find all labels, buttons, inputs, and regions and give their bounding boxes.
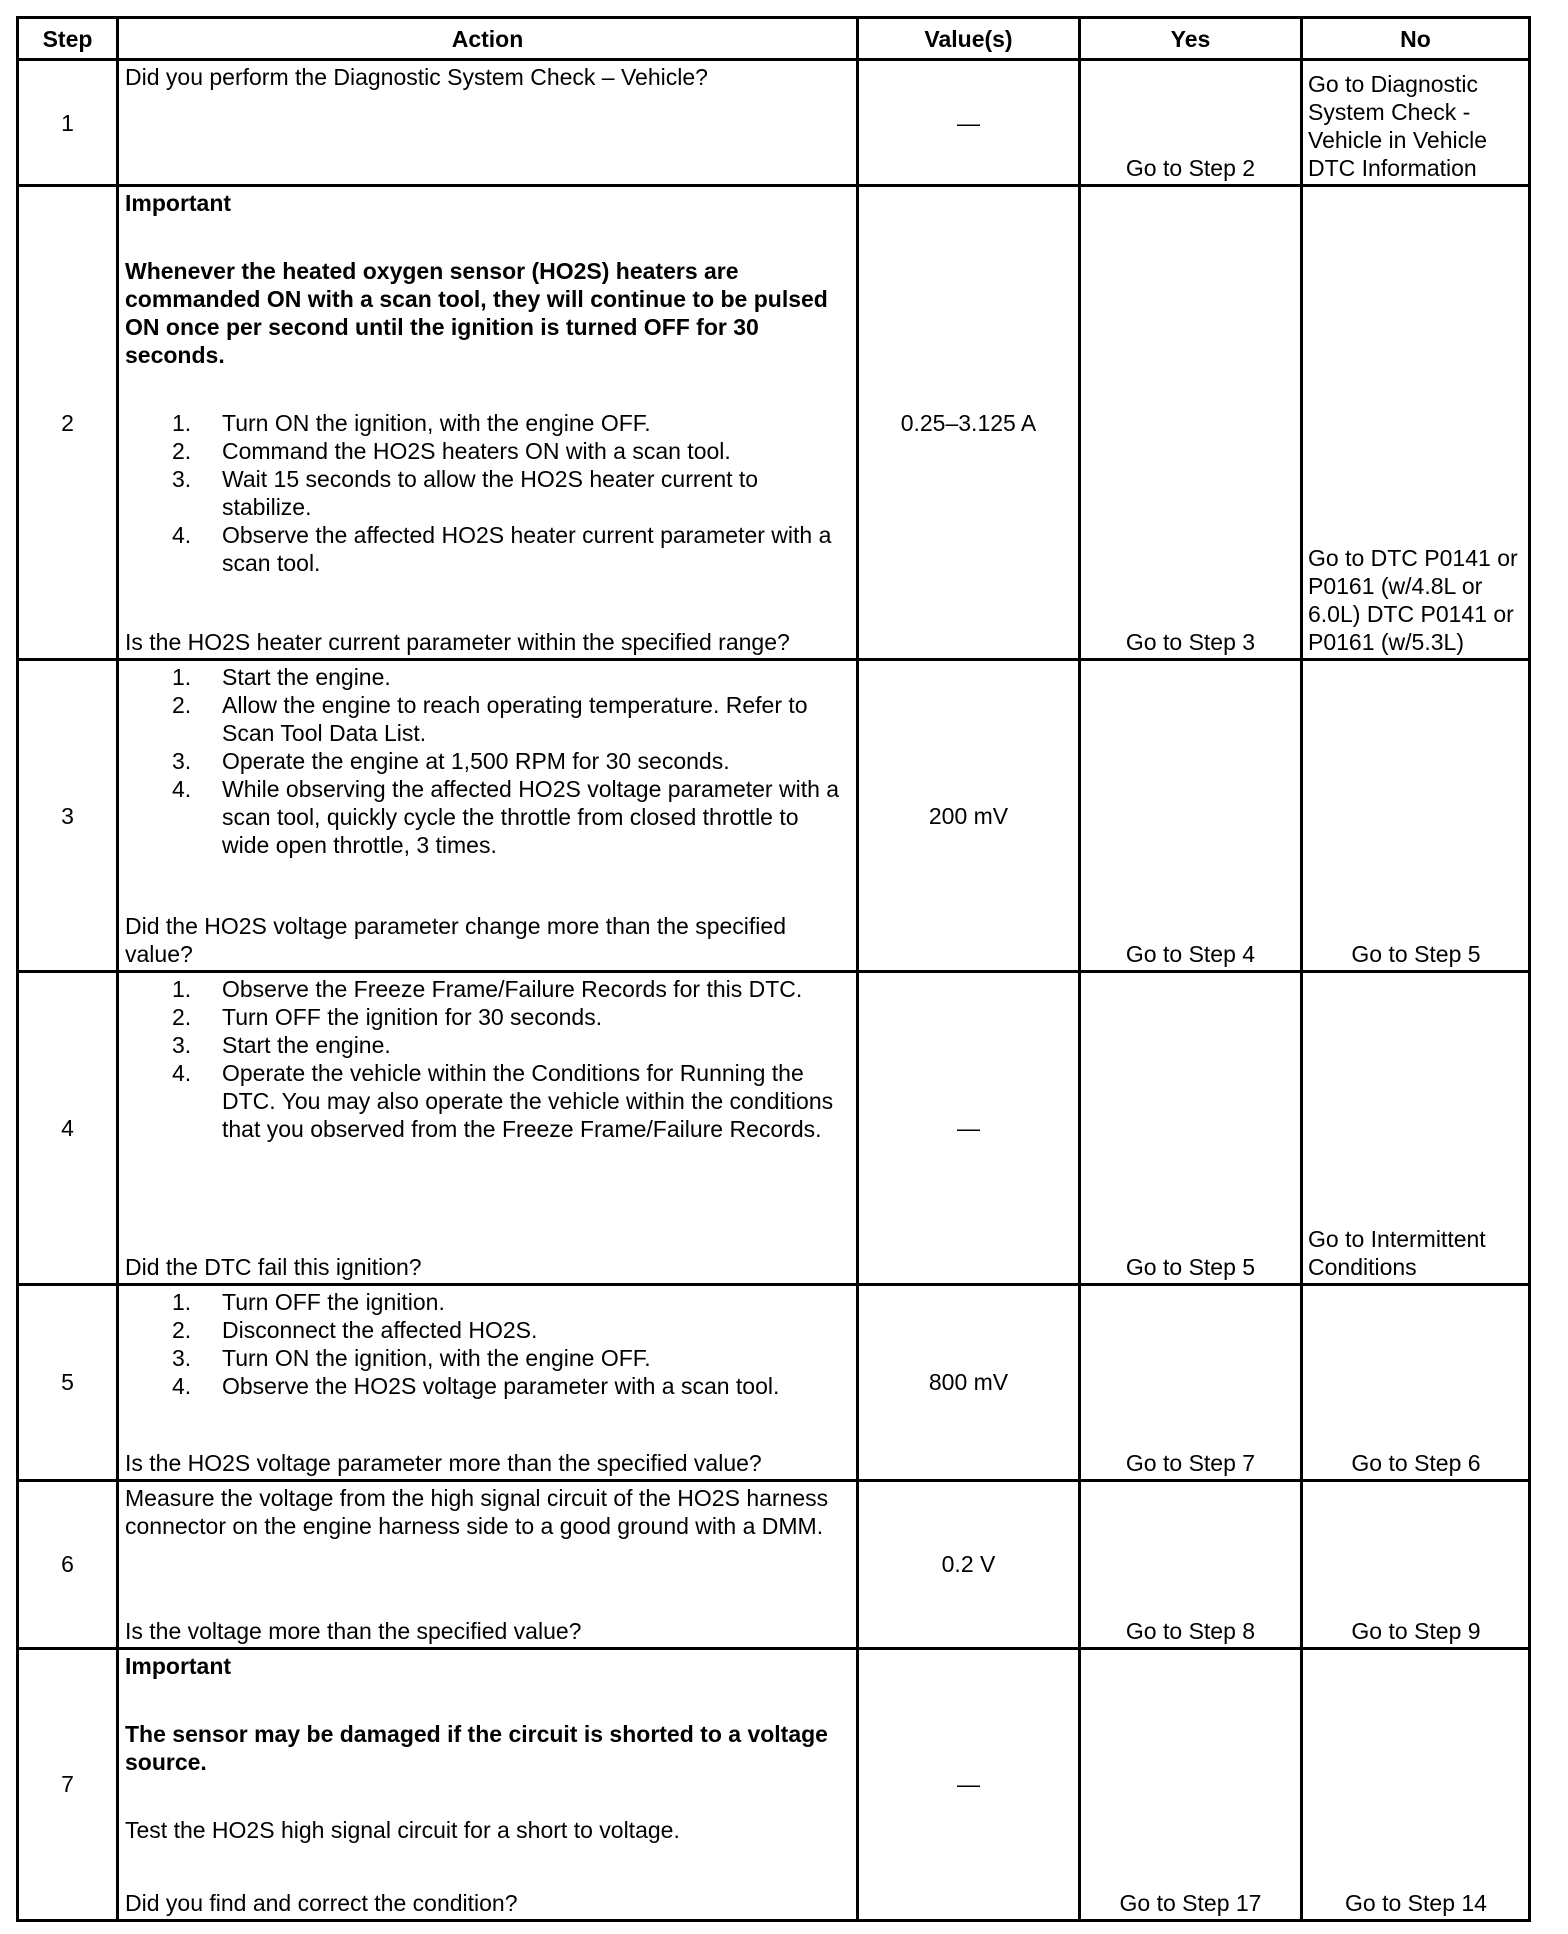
- yes-cell: Go to Step 3: [1080, 186, 1302, 660]
- important-heading: Important: [125, 190, 232, 217]
- no-cell: Go to Step 9: [1302, 1480, 1530, 1648]
- value-cell: 0.2 V: [858, 1480, 1080, 1648]
- yes-cell: Go to Step 17: [1080, 1648, 1302, 1920]
- table-row: [18, 1480, 1530, 1648]
- action-cell: [118, 60, 858, 186]
- no-cell: Go to Step 5: [1302, 660, 1530, 972]
- procedure-list: [125, 975, 850, 1143]
- yes-cell: Go to Step 2: [1080, 60, 1302, 186]
- list-item: 1. Turn OFF the ignition.: [172, 1288, 445, 1315]
- step-number: 1: [18, 60, 118, 186]
- yes-cell: Go to Step 5: [1080, 972, 1302, 1284]
- action-question: Did the HO2S voltage parameter change more than the specified value?: [125, 913, 786, 968]
- important-heading: Important: [125, 1652, 232, 1679]
- no-cell: Go to Step 14: [1302, 1648, 1530, 1920]
- action-question: Is the HO2S voltage parameter more than the specified value?: [125, 1449, 762, 1476]
- step-number: 5: [18, 1284, 118, 1480]
- list-item: 3. Turn ON the ignition, with the engine OFF.: [172, 1344, 651, 1371]
- list-item: 1. Turn ON the ignition, with the engine OFF.: [172, 410, 651, 437]
- no-cell: Go to Intermittent Conditions: [1302, 972, 1530, 1284]
- yes-cell: Go to Step 7: [1080, 1284, 1302, 1480]
- action-cell: [118, 660, 858, 972]
- header-values: Value(s): [858, 18, 1080, 60]
- list-item: 2. Disconnect the affected HO2S.: [172, 1316, 538, 1343]
- value-cell: 800 mV: [858, 1284, 1080, 1480]
- list-item: 4. While observing the affected HO2S voltage parameter with a scan tool, quickly cycle the throttle from closed throttle to wide open throttle, 3 times.: [172, 776, 840, 859]
- header-action: Action: [118, 18, 858, 60]
- diagnostic-table: [16, 16, 1531, 1922]
- action-cell: [118, 1480, 858, 1648]
- table-row: [18, 660, 1530, 972]
- step-number: 2: [18, 186, 118, 660]
- action-question: Is the voltage more than the specified value?: [125, 1617, 582, 1644]
- value-cell: —: [858, 972, 1080, 1284]
- procedure-list: [125, 409, 850, 577]
- action-instruction: Measure the voltage from the high signal circuit of the HO2S harness connector on the engine harness side to a good ground with a DMM.: [125, 1484, 829, 1539]
- action-cell: [118, 1648, 858, 1920]
- yes-cell: Go to Step 8: [1080, 1480, 1302, 1648]
- action-cell: [118, 972, 858, 1284]
- action-instruction: Test the HO2S high signal circuit for a short to voltage.: [125, 1816, 680, 1843]
- list-item: 2. Command the HO2S heaters ON with a scan tool.: [172, 438, 731, 465]
- header-row: [18, 18, 1530, 60]
- list-item: 1. Start the engine.: [172, 664, 391, 691]
- action-question: Did you find and correct the condition?: [125, 1890, 518, 1916]
- list-item: 1. Observe the Freeze Frame/Failure Records for this DTC.: [172, 976, 803, 1003]
- action-question: Did you perform the Diagnostic System Check – Vehicle?: [125, 64, 708, 90]
- action-cell: [118, 186, 858, 660]
- value-cell: —: [858, 60, 1080, 186]
- yes-cell: Go to Step 4: [1080, 660, 1302, 972]
- important-text: The sensor may be damaged if the circuit is shorted to a voltage source.: [125, 1720, 828, 1775]
- value-cell: —: [858, 1648, 1080, 1920]
- step-number: 4: [18, 972, 118, 1284]
- list-item: 3. Wait 15 seconds to allow the HO2S heater current to stabilize.: [172, 466, 759, 521]
- value-cell: 200 mV: [858, 660, 1080, 972]
- list-item: 2. Turn OFF the ignition for 30 seconds.: [172, 1004, 603, 1031]
- no-cell: Go to DTC P0141 or P0161 (w/4.8L or 6.0L) DTC P0141 or P0161 (w/5.3L): [1302, 186, 1530, 660]
- list-item: 4. Observe the HO2S voltage parameter with a scan tool.: [172, 1372, 780, 1399]
- list-item: 3. Start the engine.: [172, 1032, 391, 1059]
- action-question: Did the DTC fail this ignition?: [125, 1253, 422, 1280]
- action-question: Is the HO2S heater current parameter within the specified range?: [125, 629, 790, 656]
- header-no: No: [1302, 18, 1530, 60]
- table-row: [18, 972, 1530, 1284]
- procedure-list: [125, 1288, 850, 1400]
- table-row: [18, 60, 1530, 186]
- header-step: Step: [18, 18, 118, 60]
- list-item: 4. Observe the affected HO2S heater current parameter with a scan tool.: [172, 522, 832, 577]
- table-row: [18, 1284, 1530, 1480]
- list-item: 3. Operate the engine at 1,500 RPM for 30 seconds.: [172, 748, 730, 775]
- no-cell: Go to Step 6: [1302, 1284, 1530, 1480]
- value-cell: 0.25–3.125 A: [858, 186, 1080, 660]
- table-row: [18, 1648, 1530, 1920]
- table-row: [18, 186, 1530, 660]
- important-text: Whenever the heated oxygen sensor (HO2S) heaters are commanded ON with a scan tool, they will continue to be pulsed ON once per second until the ignition is turned OFF for 30 seconds.: [125, 258, 828, 369]
- list-item: 4. Operate the vehicle within the Conditions for Running the DTC. You may also operate the vehicle within the conditions that you observed from the Freeze Frame/Failure Records.: [172, 1060, 834, 1143]
- step-number: 7: [18, 1648, 118, 1920]
- no-cell: Go to Diagnostic System Check - Vehicle in Vehicle DTC Information: [1302, 60, 1530, 186]
- action-cell: [118, 1284, 858, 1480]
- header-yes: Yes: [1080, 18, 1302, 60]
- list-item: 2. Allow the engine to reach operating temperature. Refer to Scan Tool Data List.: [172, 692, 808, 747]
- step-number: 6: [18, 1480, 118, 1648]
- step-number: 3: [18, 660, 118, 972]
- procedure-list: [125, 663, 850, 859]
